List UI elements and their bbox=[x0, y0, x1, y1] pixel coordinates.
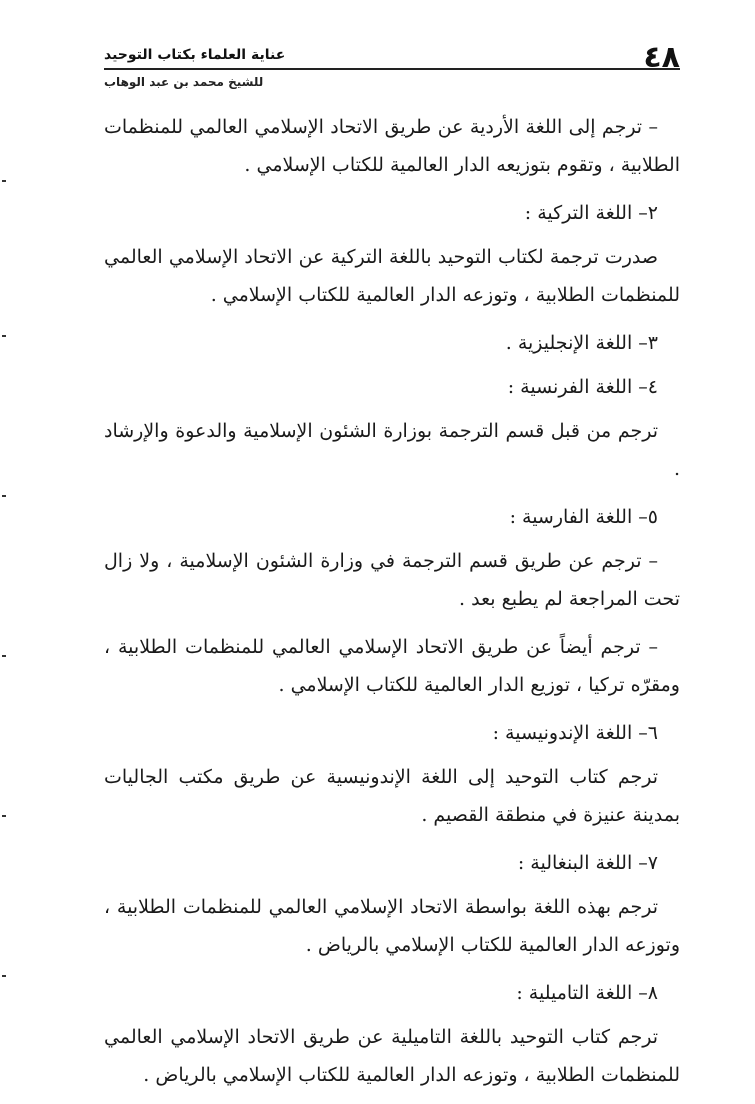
page-body bbox=[104, 108, 680, 1104]
running-subtitle: للشيخ محمد بن عبد الوهاب bbox=[104, 75, 264, 89]
heading-indonesian: ٦– اللغة الإندونيسية : bbox=[492, 722, 658, 744]
heading-french: ٤– اللغة الفرنسية : bbox=[507, 376, 658, 398]
scan-margin-mark bbox=[2, 180, 6, 182]
paragraph-persian-translation-2: – ترجم أيضاً عن طريق الاتحاد الإسلامي العالمي للمنظمات الطلابية ، ومقرّه تركيا ، توزيع الدار العالمية للكتاب الإسلامي . bbox=[104, 636, 680, 696]
heading-english: ٣– اللغة الإنجليزية . bbox=[505, 332, 658, 354]
heading-turkish: ٢– اللغة التركية : bbox=[524, 202, 658, 224]
paragraph-persian-translation-1: – ترجم عن طريق قسم الترجمة في وزارة الشئون الإسلامية ، ولا زال تحت المراجعة لم يطبع بعد . bbox=[104, 550, 680, 610]
paragraph-french-translation: ترجم من قبل قسم الترجمة بوزارة الشئون الإسلامية والدعوة والإرشاد . bbox=[104, 420, 680, 480]
paragraph-bengali-translation: ترجم بهذه اللغة بواسطة الاتحاد الإسلامي العالمي للمنظمات الطلابية ، وتوزعه الدار العالمية للكتاب الإسلامي بالرياض . bbox=[104, 896, 680, 956]
scan-margin-mark bbox=[2, 815, 6, 817]
scan-margin-mark bbox=[2, 495, 6, 497]
paragraph-indonesian-translation: ترجم كتاب التوحيد إلى اللغة الإندونيسية عن طريق مكتب الجاليات بمدينة عنيزة في منطقة القصيم . bbox=[104, 766, 680, 826]
running-title: عناية العلماء بكتاب التوحيد bbox=[104, 47, 286, 63]
page-header bbox=[104, 38, 680, 98]
paragraph-urdu-translation: – ترجم إلى اللغة الأردية عن طريق الاتحاد الإسلامي العالمي للمنظمات الطلابية ، وتقوم بتوزيعه الدار العالمية للكتاب الإسلامي . bbox=[104, 116, 680, 176]
heading-persian: ٥– اللغة الفارسية : bbox=[509, 506, 658, 528]
scan-margin-mark bbox=[2, 655, 6, 657]
page-number: ٤٨ bbox=[643, 40, 680, 75]
scan-margin-mark bbox=[2, 335, 6, 337]
scan-margin-mark bbox=[2, 975, 6, 977]
paragraph-tamil-translation: ترجم كتاب التوحيد باللغة التاميلية عن طريق الاتحاد الإسلامي العالمي للمنظمات الطلابية ، وتوزعه الدار العالمية للكتاب الإسلامي بالرياض . bbox=[104, 1026, 680, 1086]
paragraph-turkish-translation: صدرت ترجمة لكتاب التوحيد باللغة التركية عن الاتحاد الإسلامي العالمي للمنظمات الطلابية ، وتوزعه الدار العالمية للكتاب الإسلامي . bbox=[104, 246, 680, 306]
heading-tamil: ٨– اللغة التاميلية : bbox=[516, 982, 658, 1004]
heading-bengali: ٧– اللغة البنغالية : bbox=[517, 852, 658, 874]
header-rule bbox=[104, 68, 680, 70]
